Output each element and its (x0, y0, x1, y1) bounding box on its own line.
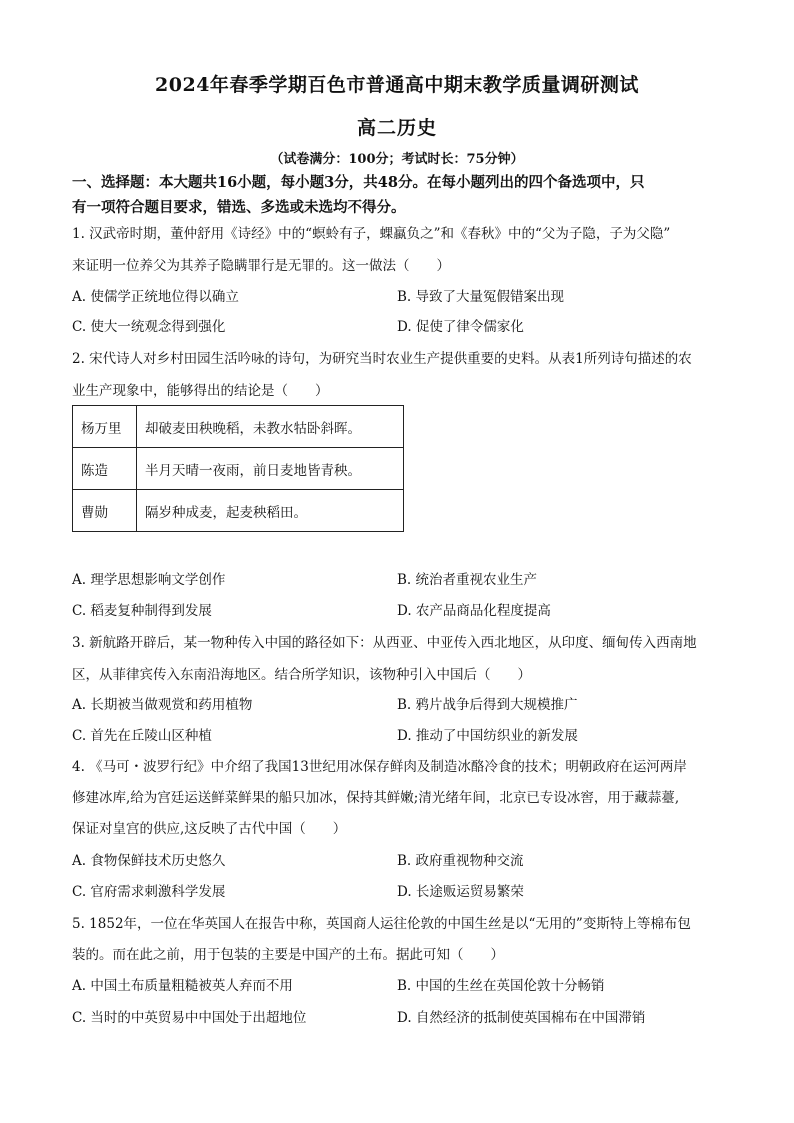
table-cell-verse: 隔岁种成麦，起麦秧稻田。 (137, 490, 404, 532)
question-1-option-a: A. 使儒学正统地位得以确立 (72, 289, 239, 305)
question-5-option-c: C. 当时的中英贸易中中国处于出超地位 (72, 1010, 307, 1026)
table-cell-verse: 却破麦田秧晚稻，未教水牯卧斜晖。 (137, 406, 404, 448)
question-4-option-b: B. 政府重视物种交流 (397, 853, 524, 869)
question-1-option-d: D. 促使了律令儒家化 (397, 319, 524, 335)
question-2-option-c: C. 稻麦复种制得到发展 (72, 603, 212, 619)
table-row (73, 490, 404, 532)
exam-note: （试卷满分：100分；考试时长：75分钟） (270, 152, 524, 167)
question-3-option-c: C. 首先在丘陵山区种植 (72, 728, 212, 744)
table-row (73, 406, 404, 448)
question-4-stem-line-3: 保证对皇宫的供应,这反映了古代中国（ ） (72, 821, 347, 837)
question-5-option-b: B. 中国的生丝在英国伦敦十分畅销 (397, 978, 605, 994)
question-4-option-c: C. 官府需求刺激科学发展 (72, 884, 226, 900)
question-5-stem-line-2: 装的。而在此之前，用于包装的主要是中国产的土布。据此可知（ ） (72, 947, 504, 963)
table-cell-poet: 陈造 (73, 448, 137, 490)
table-cell-poet: 曹勋 (73, 490, 137, 532)
exam-subject: 高二历史 (356, 117, 437, 139)
question-2-stem-line-1: 2. 宋代诗人对乡村田园生活吟咏的诗句，为研究当时农业生产提供重要的史料。从表1所列诗句描述的农 (72, 351, 692, 367)
poetry-table (72, 405, 404, 532)
exam-title: 2024年春季学期百色市普通高中期末教学质量调研测试 (155, 74, 639, 96)
question-3-option-a: A. 长期被当做观赏和药用植物 (72, 697, 253, 713)
table-row (73, 448, 404, 490)
question-2-option-a: A. 理学思想影响文学创作 (72, 572, 226, 588)
question-2-stem-line-2: 业生产现象中，能够得出的结论是（ ） (72, 383, 329, 399)
section-heading-line-2: 有一项符合题目要求，错选、多选或未选均不得分。 (72, 199, 406, 216)
question-4-option-d: D. 长途贩运贸易繁荣 (397, 884, 524, 900)
question-1-stem-line-1: 1. 汉武帝时期，董仲舒用《诗经》中的“螟蛉有子，蜾蠃负之”和《春秋》中的“父为子隐，子为父隐” (72, 226, 671, 242)
question-3-option-b: B. 鸦片战争后得到大规模推广 (397, 697, 578, 713)
question-4-option-a: A. 食物保鲜技术历史悠久 (72, 853, 226, 869)
question-4-stem-line-1: 4. 《马可・波罗行纪》中介绍了我国13世纪用冰保存鲜肉及制造冰酪冷食的技术；明朝政府在运河两岸 (72, 759, 687, 775)
question-3-stem-line-1: 3. 新航路开辟后，某一物种传入中国的路径如下：从西亚、中亚传入西北地区，从印度、缅甸传入西南地 (72, 635, 697, 651)
table-cell-poet: 杨万里 (73, 406, 137, 448)
question-5-stem-line-1: 5. 1852年，一位在华英国人在报告中称，英国商人运往伦敦的中国生丝是以“无用的”变斯特上等棉布包 (72, 916, 691, 932)
section-heading-line-1: 一、选择题：本大题共16小题，每小题3分，共48分。在每小题列出的四个备选项中，只 (72, 174, 645, 191)
question-2-option-d: D. 农产品商品化程度提高 (397, 603, 551, 619)
question-2-option-b: B. 统治者重视农业生产 (397, 572, 538, 588)
question-3-option-d: D. 推动了中国纺织业的新发展 (397, 728, 578, 744)
question-4-stem-line-2: 修建冰库,给为宫廷运送鲜菜鲜果的船只加冰，保持其鲜嫩;清光绪年间，北京已专设冰窖，用于藏蒜薹, (72, 790, 680, 806)
question-5-option-d: D. 自然经济的抵制使英国棉布在中国滞销 (397, 1010, 646, 1026)
question-1-option-c: C. 使大一统观念得到强化 (72, 319, 226, 335)
question-1-option-b: B. 导致了大量冤假错案出现 (397, 289, 565, 305)
table-cell-verse: 半月天晴一夜雨，前日麦地皆青秧。 (137, 448, 404, 490)
question-3-stem-line-2: 区，从菲律宾传入东南沿海地区。结合所学知识，该物种引入中国后（ ） (72, 667, 531, 683)
question-1-stem-line-2: 来证明一位养父为其养子隐瞒罪行是无罪的。这一做法（ ） (72, 258, 450, 274)
question-5-option-a: A. 中国土布质量粗糙被英人弃而不用 (72, 978, 293, 994)
